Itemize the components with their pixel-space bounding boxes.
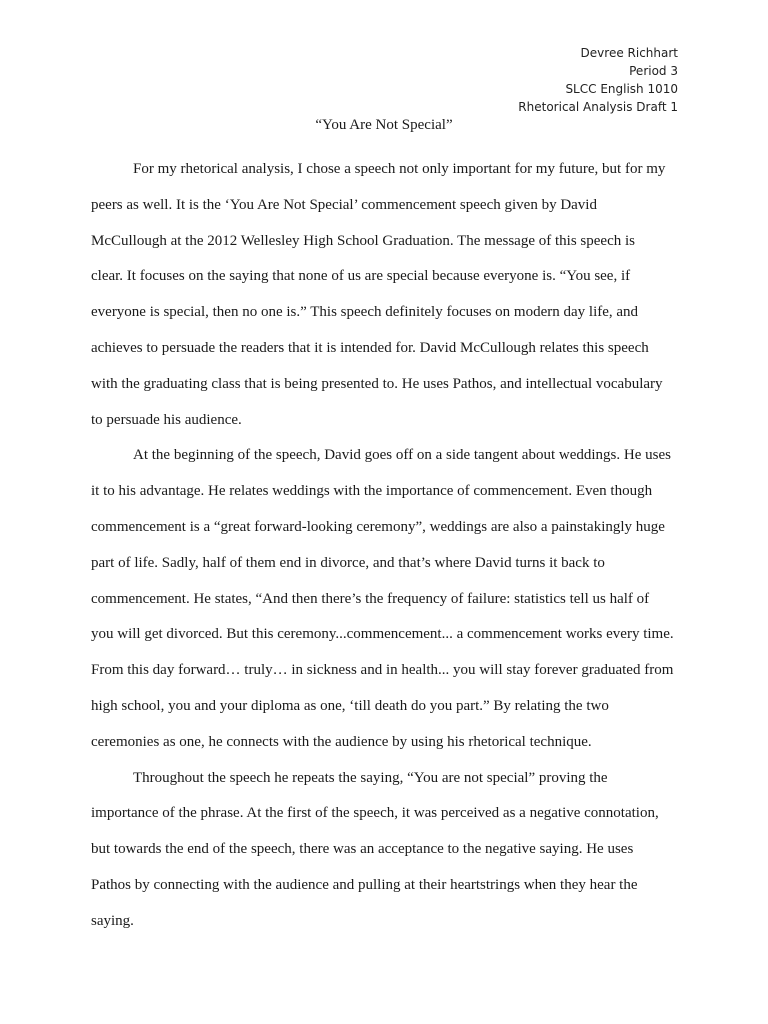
text-line: From this day forward… truly… in sickness and in health... you will stay forever graduated from <box>91 662 674 679</box>
text-line: commencement. He states, “And then there’s the frequency of failure: statistics tell us half of <box>91 590 650 607</box>
text-line: McCullough at the 2012 Wellesley High School Graduation. The message of this speech is <box>91 232 635 249</box>
assignment-name: Rhetorical Analysis Draft 1 <box>518 100 678 114</box>
text-line: with the graduating class that is being presented to. He uses Pathos, and intellectual vocabulary <box>91 375 663 392</box>
text-line: ceremonies as one, he connects with the audience by using his rhetorical technique. <box>91 733 592 750</box>
text-line: clear. It focuses on the saying that none of us are special because everyone is. “You see, if <box>91 268 631 285</box>
class-period: Period 3 <box>629 64 678 78</box>
author-name: Devree Richhart <box>580 46 678 60</box>
text-line: high school, you and your diploma as one, ‘till death do you part.” By relating the two <box>91 697 609 714</box>
text-line: to persuade his audience. <box>91 411 242 428</box>
text-line: importance of the phrase. At the first of the speech, it was perceived as a negative connotation, <box>91 805 659 822</box>
text-line: but towards the end of the speech, there was an acceptance to the negative saying. He uses <box>91 841 634 858</box>
text-line: it to his advantage. He relates weddings with the importance of commencement. Even though <box>91 483 653 500</box>
paragraph-3 <box>91 761 684 940</box>
text-line: everyone is special, then no one is.” This speech definitely focuses on modern day life, and <box>91 304 639 321</box>
text-line: Pathos by connecting with the audience and pulling at their heartstrings when they hear the <box>91 876 638 893</box>
essay-body <box>91 152 684 940</box>
course-name: SLCC English 1010 <box>565 82 678 96</box>
paragraph-1 <box>91 152 684 438</box>
text-line: For my rhetorical analysis, I chose a speech not only important for my future, but for my <box>133 161 666 177</box>
text-line: part of life. Sadly, half of them end in divorce, and that’s where David turns it back to <box>91 554 605 571</box>
text-line: achieves to persuade the readers that it is intended for. David McCullough relates this speech <box>91 339 649 356</box>
paragraph-2 <box>91 438 684 760</box>
essay-header <box>518 44 678 116</box>
text-line: At the beginning of the speech, David goes off on a side tangent about weddings. He uses <box>133 447 671 464</box>
text-line: saying. <box>91 912 134 929</box>
text-line: peers as well. It is the ‘You Are Not Special’ commencement speech given by David <box>91 196 597 213</box>
text-line: commencement is a “great forward-looking ceremony”, weddings are also a painstakingly huge <box>91 518 665 535</box>
text-line: you will get divorced. But this ceremony...commencement... a commencement works every time. <box>91 626 674 643</box>
text-line: Throughout the speech he repeats the saying, “You are not special” proving the <box>133 769 608 786</box>
essay-title: “You Are Not Special” <box>315 117 453 133</box>
